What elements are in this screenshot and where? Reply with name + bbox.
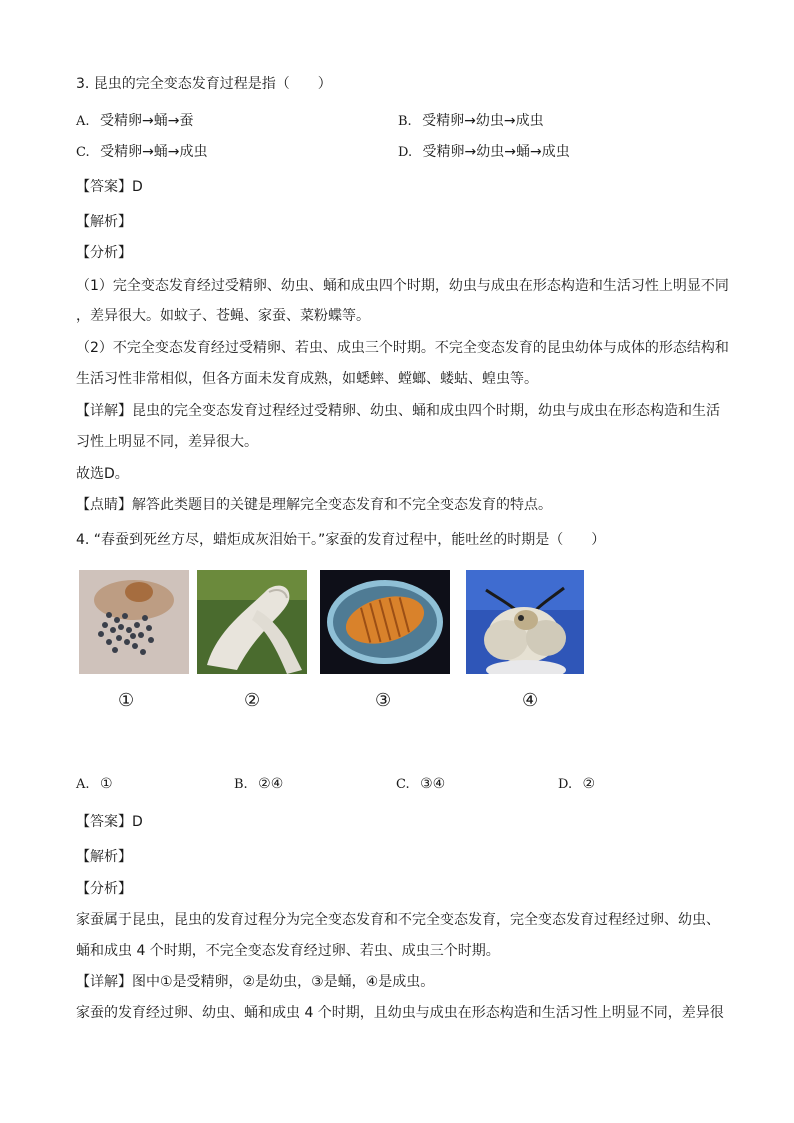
q3-analysis-line-4: 生活习性非常相似，但各方面未发育成熟，如蟋蟀、螳螂、蝼蛄、蝗虫等。 xyxy=(76,371,538,387)
q4-fenxi-heading: 【分析】 xyxy=(76,881,132,897)
q4-option-b-text: ②④ xyxy=(258,776,284,792)
q4-option-d-key: D. xyxy=(558,777,573,792)
q3-analysis-line-2: ，差异很大。如蚊子、苍蝇、家蚕、菜粉蝶等。 xyxy=(76,308,370,324)
q4-option-c xyxy=(396,776,445,792)
q4-detail-line-1: 【详解】图中①是受精卵，②是幼虫，③是蛹，④是成虫。 xyxy=(76,974,435,990)
q3-option-b-text: 受精卵→幼虫→成虫 xyxy=(422,113,544,129)
q3-option-c-text: 受精卵→蛹→成虫 xyxy=(100,144,208,160)
q3-analysis-line-1: （1）完全变态发育经过受精卵、幼虫、蛹和成虫四个时期，幼虫与成虫在形态构造和生活习性上明显不同 xyxy=(76,278,729,294)
silkworm-eggs-image xyxy=(79,570,189,674)
q3-fenxi-heading: 【分析】 xyxy=(76,245,132,261)
q3-answer: 【答案】D xyxy=(76,179,143,195)
q3-comment: 【点睛】解答此类题目的关键是理解完全变态发育和不完全变态发育的特点。 xyxy=(76,497,552,513)
q4-option-b-key: B. xyxy=(234,777,248,792)
q3-option-b-key: B. xyxy=(398,114,412,129)
q4-option-b xyxy=(234,776,283,792)
q4-analysis-line-2: 蛹和成虫 4 个时期，不完全变态发育经过卵、若虫、成虫三个时期。 xyxy=(76,943,500,959)
image-label-4: ④ xyxy=(522,690,539,711)
silkworm-moth-image xyxy=(466,570,584,674)
silkworm-larva-image xyxy=(197,570,307,674)
image-label-2: ② xyxy=(244,690,261,711)
q4-answer: 【答案】D xyxy=(76,814,143,830)
q4-jiexi-heading: 【解析】 xyxy=(76,849,132,865)
q4-detail-line-2: 家蚕的发育经过卵、幼虫、蛹和成虫 4 个时期，且幼虫与成虫在形态构造和生活习性上明显不同，差异很 xyxy=(76,1005,724,1021)
q4-option-c-text: ③④ xyxy=(420,776,446,792)
q4-option-a-key: A. xyxy=(76,777,90,792)
q3-option-c-key: C. xyxy=(76,145,90,160)
q3-detail-line-2: 习性上明显不同，差异很大。 xyxy=(76,434,258,450)
q4-analysis-line-1: 家蚕属于昆虫，昆虫的发育过程分为完全变态发育和不完全变态发育，完全变态发育过程经过卵、幼虫、 xyxy=(76,912,720,928)
image-label-1: ① xyxy=(118,690,135,711)
q4-option-a-text: ① xyxy=(99,776,113,792)
q4-option-d xyxy=(558,776,595,792)
image-label-3: ③ xyxy=(375,690,392,711)
q4-option-a xyxy=(76,776,113,792)
q3-option-c xyxy=(76,141,208,161)
q3-option-d-text: 受精卵→幼虫→蛹→成虫 xyxy=(422,144,570,160)
q3-option-a-key: A. xyxy=(76,114,90,129)
q4-option-c-key: C. xyxy=(396,777,410,792)
q3-jiexi-heading: 【解析】 xyxy=(76,214,132,230)
q3-detail-line-1: 【详解】昆虫的完全变态发育过程经过受精卵、幼虫、蛹和成虫四个时期，幼虫与成虫在形态构造和生活 xyxy=(76,403,720,419)
q3-choose: 故选D。 xyxy=(76,466,129,482)
silkworm-pupa-image xyxy=(320,570,450,674)
q3-option-a-text: 受精卵→蛹→蚕 xyxy=(99,113,194,129)
question-4-stem: 4. “春蚕到死丝方尽，蜡炬成灰泪始干。”家蚕的发育过程中，能吐丝的时期是（ ） xyxy=(76,532,606,548)
q3-analysis-line-3: （2）不完全变态发育经过受精卵、若虫、成虫三个时期。不完全变态发育的昆虫幼体与成体的形态结构和 xyxy=(76,340,729,356)
q3-option-d-key: D. xyxy=(398,145,413,160)
q3-option-b xyxy=(398,110,544,130)
q3-option-d xyxy=(398,141,570,161)
question-3-stem: 3. 昆虫的完全变态发育过程是指（ ） xyxy=(76,76,332,92)
q3-option-a xyxy=(76,110,193,130)
q4-option-d-text: ② xyxy=(582,776,596,792)
